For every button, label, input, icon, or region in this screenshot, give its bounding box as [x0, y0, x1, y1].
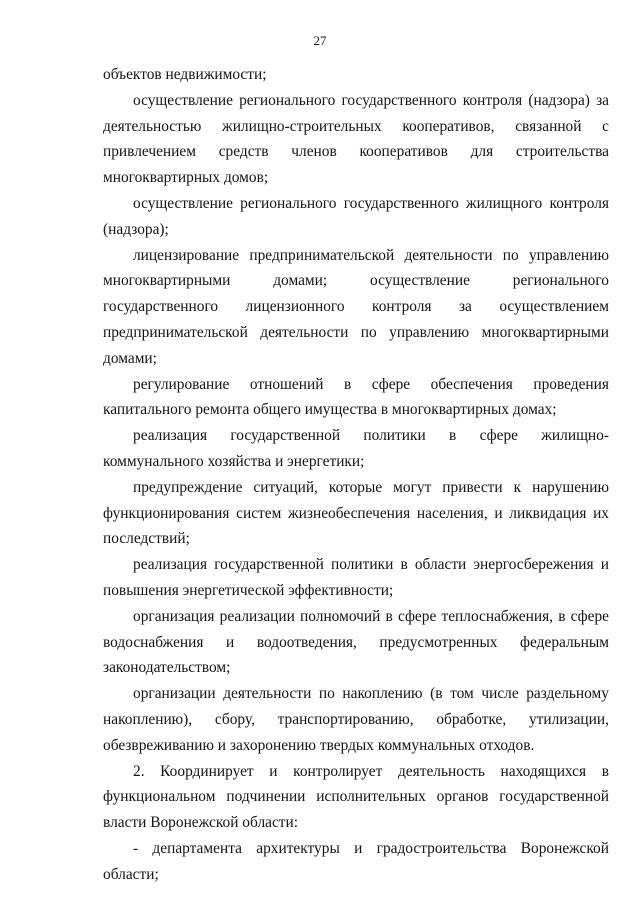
paragraph: лицензирование предпринимательской деятельности по управлению многоквартирными домами; осуществление регионального государственного лицензионного контроля за осуществлением предпринимательской деятельности по управлению многоквартирными домами; [103, 246, 609, 367]
paragraph: предупреждение ситуаций, которые могут привести к нарушению функционирования систем жизнеобеспечения населения, и ликвидация их последствий; [103, 478, 609, 548]
paragraph: организация реализации полномочий в сфере теплоснабжения, в сфере водоснабжения и водоотведения, предусмотренных федеральным законодательством; [103, 607, 609, 677]
paragraph: осуществление регионального государственного жилищного контроля (надзора); [103, 194, 609, 238]
paragraph: организации деятельности по накоплению (в том числе раздельному накоплению), сбору, транспортированию, обработке, утилизации, обезвреживанию и захоронению твердых коммунальных отходов. [103, 685, 609, 754]
document-body [103, 62, 609, 888]
paragraph: 2. Координирует и контролирует деятельность находящихся в функциональном подчинении исполнительных органов государственной власти Воронежской области: [103, 762, 609, 832]
paragraph: - департамента архитектуры и градостроительства Воронежской области; [103, 839, 609, 883]
paragraph: осуществление регионального государственного контроля (надзора) за деятельностью жилищно-строительных кооперативов, связанной с привлечением средств членов кооперативов для строительства многоквартирных домов; [103, 91, 609, 187]
paragraph: регулирование отношений в сфере обеспечения проведения капитального ремонта общего имущества в многоквартирных домах; [103, 375, 609, 419]
paragraph: реализация государственной политики в сфере жилищно-коммунального хозяйства и энергетики; [103, 427, 609, 470]
page-number: 27 [313, 33, 327, 48]
paragraph: реализация государственной политики в области энергосбережения и повышения энергетической эффективности; [103, 556, 609, 599]
paragraph: объектов недвижимости; [103, 66, 267, 83]
